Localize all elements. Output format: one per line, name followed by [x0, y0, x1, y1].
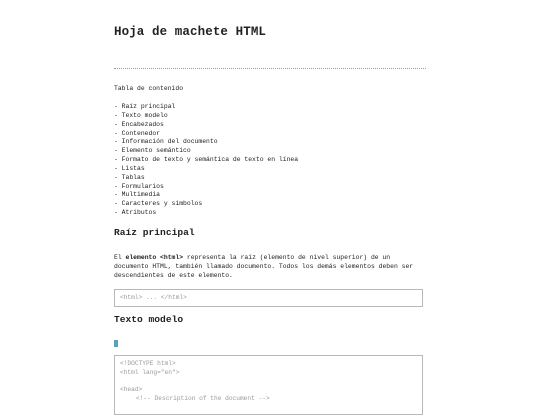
- toc-link[interactable]: - Multimedia: [114, 191, 161, 199]
- toc-item-elemento-semantico[interactable]: [114, 147, 298, 156]
- root-description-element: elemento <html>: [125, 254, 184, 261]
- copy-marker-icon[interactable]: [114, 340, 118, 347]
- toc-link[interactable]: - Encabezados: [114, 120, 164, 128]
- section-heading-texto-modelo: Texto modelo: [114, 314, 184, 325]
- toc-item-multimedia[interactable]: [114, 191, 298, 200]
- toc-item-atributos[interactable]: [114, 209, 298, 218]
- root-description-rest: representa la raíz (elemento de nivel superior) de un documento HTML, también llamado documento. Todos los demás elementos deben ser descendientes de este elemento.: [114, 254, 414, 280]
- toc-link[interactable]: - Información del documento: [114, 138, 218, 146]
- section-heading-raiz-principal: Raíz principal: [114, 227, 195, 238]
- toc-link[interactable]: - Tablas: [114, 173, 145, 181]
- toc-link[interactable]: - Listas: [114, 164, 145, 172]
- toc-link[interactable]: - Formularios: [114, 182, 164, 190]
- code-line: <!-- Description of the document -->: [136, 395, 270, 403]
- toc-item-informacion-documento[interactable]: [114, 138, 298, 147]
- toc-item-encabezados[interactable]: [114, 121, 298, 130]
- code-line: <!DOCTYPE html>: [120, 360, 176, 367]
- toc-link[interactable]: - Elemento semántico: [114, 147, 191, 155]
- toc-item-contenedor[interactable]: [114, 130, 298, 139]
- root-description: [114, 253, 426, 281]
- code-block-template: [114, 355, 423, 415]
- page-title: Hoja de machete HTML: [114, 25, 267, 39]
- toc-item-listas[interactable]: [114, 165, 298, 174]
- toc-item-formularios[interactable]: [114, 183, 298, 192]
- toc-link[interactable]: - Atributos: [114, 209, 157, 217]
- title-divider: [114, 68, 426, 69]
- toc-item-raiz-principal[interactable]: [114, 103, 298, 112]
- toc-link[interactable]: - Raíz principal: [114, 103, 176, 110]
- toc-item-caracteres-simbolos[interactable]: [114, 200, 298, 209]
- toc-item-tablas[interactable]: [114, 174, 298, 183]
- toc-item-formato-texto[interactable]: [114, 156, 298, 165]
- code-line: <html> ... </html>: [120, 294, 187, 301]
- toc-link[interactable]: - Texto modelo: [114, 111, 168, 119]
- root-description-prefix: El: [114, 254, 126, 261]
- code-block-root: [114, 289, 423, 307]
- toc-link[interactable]: - Contenedor: [114, 129, 161, 137]
- toc-item-texto-modelo[interactable]: [114, 112, 298, 121]
- toc-heading: Tabla de contenido: [114, 85, 184, 92]
- code-line: <head>: [120, 386, 143, 394]
- code-line: [120, 378, 417, 387]
- toc-link[interactable]: - Caracteres y símbolos: [114, 200, 203, 208]
- code-line: <html lang="en">: [120, 368, 180, 376]
- toc-list: [114, 103, 298, 218]
- toc-link[interactable]: - Formato de texto y semántica de texto en línea: [114, 156, 299, 164]
